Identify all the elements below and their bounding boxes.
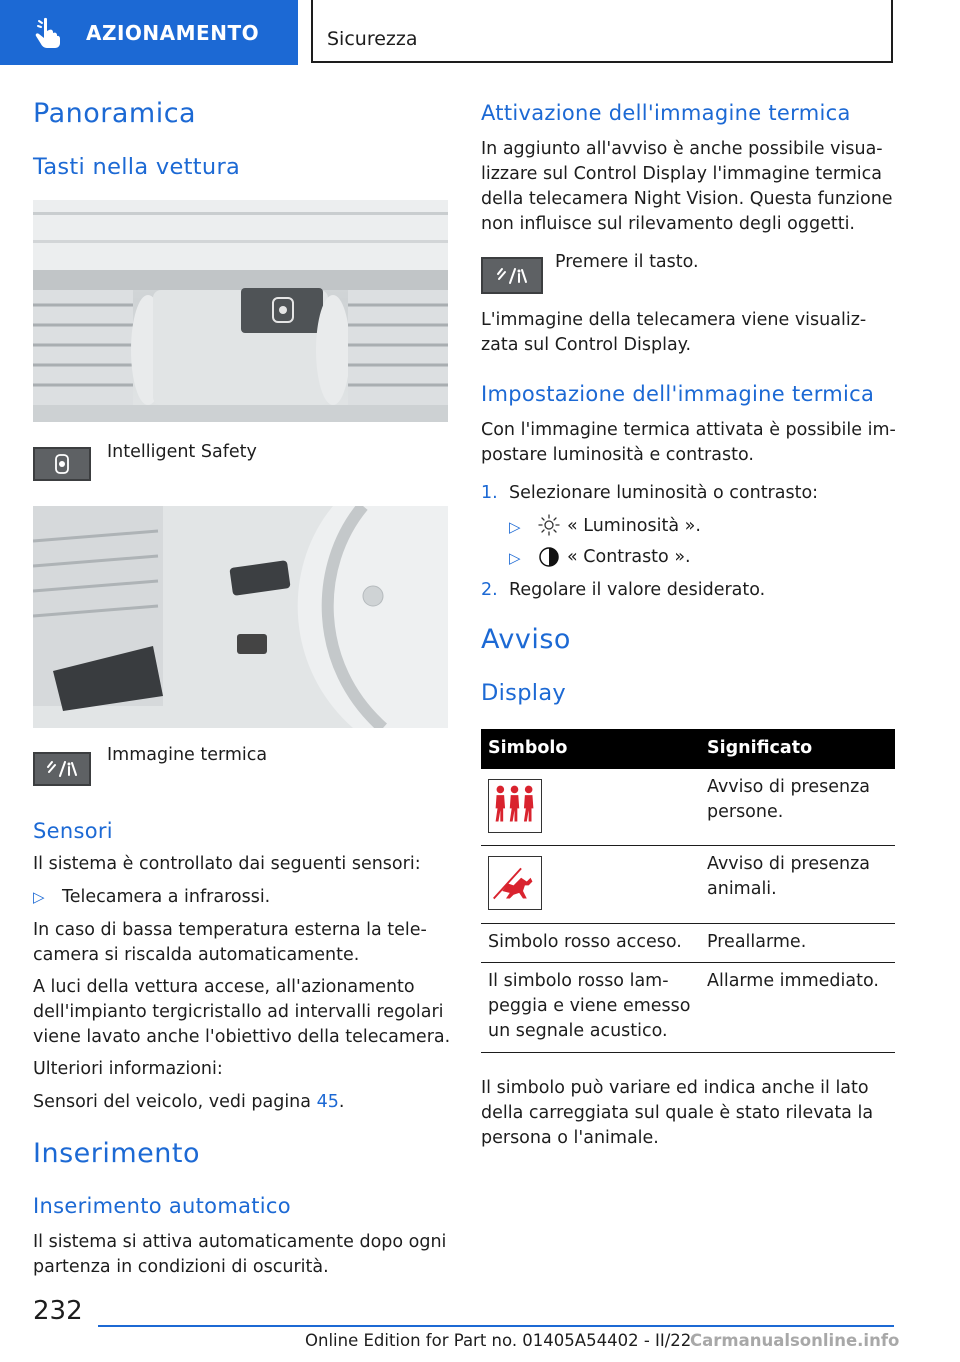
heading-panoramica: Panoramica (33, 98, 197, 129)
row2-meaning-line2: animali. (707, 879, 777, 899)
heading-display: Display (481, 680, 567, 706)
table-divider (481, 962, 895, 963)
bullet-infrarossi: Telecamera a infrarossi. (62, 887, 271, 907)
step1-text: Selezionare luminosità o contrasto: (509, 483, 819, 503)
caption-immagine-termica: Immagine termica (107, 745, 268, 765)
p-caso-line1: In caso di bassa temperatura esterna la tele- (33, 920, 427, 940)
step1-number: 1. (481, 483, 498, 503)
p-auto-line2: partenza in condizioni di oscurità. (33, 1257, 329, 1277)
p-sensori: Il sistema è controllato dai seguenti sensori: (33, 854, 421, 874)
p-att-line4: non influisce sul rilevamento degli oggetti. (481, 214, 855, 234)
persons-symbol (488, 779, 542, 833)
heading-impostazione: Impostazione dell'immagine termica (481, 382, 875, 406)
night-vision-key-2 (481, 257, 543, 294)
row4-symbol-line2: peggia e viene emesso (488, 996, 691, 1016)
steering-photo (33, 506, 448, 728)
step2-number: 2. (481, 580, 498, 600)
heading-inserimento-automatico: Inserimento automatico (33, 1194, 291, 1218)
steering-illustration (33, 506, 448, 728)
p-img-line1: L'immagine della telecamera viene visualiz- (481, 310, 867, 330)
heading-inserimento: Inserimento (33, 1138, 200, 1169)
row2-meaning-line1: Avviso di presenza (707, 854, 871, 874)
row3-meaning: Preallarme. (707, 932, 807, 952)
heading-avviso: Avviso (481, 624, 571, 655)
animal-symbol (488, 856, 542, 910)
night-vision-icon (495, 266, 529, 286)
p-luci-line3: viene lavato anche l'obiettivo della telecamera. (33, 1027, 451, 1047)
night-vision-key (33, 752, 91, 786)
bullet-triangle-icon: ▷ (33, 888, 45, 906)
bullet-triangle-icon: ▷ (509, 549, 521, 567)
chapter-title: Sicurezza (327, 28, 418, 50)
p-att-line2: lizzare sul Control Display l'immagine termica (481, 164, 882, 184)
row1-meaning-line2: persone. (707, 802, 784, 822)
section-tab[interactable] (0, 0, 298, 65)
p-att-line3: della telecamera Night Vision. Questa funzione (481, 189, 893, 209)
dashboard-illustration (33, 200, 448, 422)
table-divider (481, 1052, 895, 1053)
table-header (481, 729, 895, 769)
p-ulteriori: Ulteriori informazioni: (33, 1059, 223, 1079)
footer-rule (98, 1325, 894, 1327)
p-var-line1: Il simbolo può variare ed indica anche il lato (481, 1078, 869, 1098)
dashboard-photo (33, 200, 448, 422)
persons-warning-icon (489, 780, 540, 831)
option-contrasto: « Contrasto ». (567, 547, 691, 567)
row4-symbol-line3: un segnale acustico. (488, 1021, 668, 1041)
animal-warning-icon (489, 857, 540, 908)
p-luci-line1: A luci della vettura accese, all'azionamento (33, 977, 415, 997)
heading-sensori: Sensori (33, 819, 113, 843)
p-sensori-veicolo (33, 1090, 344, 1115)
heading-tasti: Tasti nella vettura (33, 154, 241, 180)
p-img-line2: zata sul Control Display. (481, 335, 692, 355)
contrast-icon (538, 546, 560, 568)
p-premere: Premere il tasto. (555, 252, 699, 272)
intelligent-safety-icon (50, 452, 74, 476)
p-auto-line1: Il sistema si attiva automaticamente dopo ogni (33, 1232, 447, 1252)
row3-symbol: Simbolo rosso acceso. (488, 932, 682, 952)
sun-brightness-icon (538, 514, 560, 536)
p-att-line1: In aggiunto all'avviso è anche possibile visua- (481, 139, 883, 159)
watermark: Carmanualsonline.info (690, 1331, 900, 1350)
p-imp-line2: postare luminosità e contrasto. (481, 445, 754, 465)
table-divider (481, 845, 895, 846)
p-var-line3: persona o l'animale. (481, 1128, 659, 1148)
night-vision-icon (45, 759, 79, 779)
bullet-triangle-icon: ▷ (509, 518, 521, 536)
caption-intelligent-safety: Intelligent Safety (107, 442, 257, 462)
p-imp-line1: Con l'immagine termica attivata è possibile im- (481, 420, 896, 440)
sensori-veicolo-text: Sensori del veicolo, vedi pagina (33, 1092, 311, 1112)
page-ref-link[interactable]: 45 (316, 1092, 339, 1112)
heading-attivazione: Attivazione dell'immagine termica (481, 101, 851, 125)
edition-note: Online Edition for Part no. 01405A54402 - II/22 (305, 1331, 692, 1350)
option-luminosita: « Luminosità ». (567, 516, 701, 536)
section-label: AZIONAMENTO (86, 20, 260, 45)
row1-meaning-line1: Avviso di presenza (707, 777, 871, 797)
p-caso-line2: camera si riscalda automaticamente. (33, 945, 360, 965)
row4-symbol-line1: Il simbolo rosso lam- (488, 971, 669, 991)
row4-meaning: Allarme immediato. (707, 971, 879, 991)
period: . (338, 1092, 345, 1112)
chapter-header (311, 0, 893, 63)
col-significato: Significato (707, 738, 813, 758)
hand-pointer-icon (30, 15, 66, 51)
table-divider (481, 923, 895, 924)
safety-key-icon (33, 447, 91, 481)
col-simbolo: Simbolo (488, 738, 568, 758)
p-luci-line2: dell'impianto tergicristallo ad intervalli regolari (33, 1002, 444, 1022)
step2-text: Regolare il valore desiderato. (509, 580, 766, 600)
page-number: 232 (33, 1296, 83, 1326)
p-var-line2: della carreggiata sul quale è stato rilevata la (481, 1103, 874, 1123)
